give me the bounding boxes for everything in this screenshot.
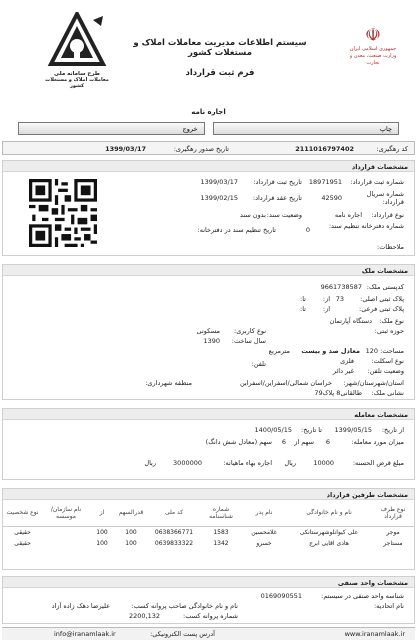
contract-type: اجاره نامه: [334, 211, 362, 219]
property-section-title: مشخصات ملک: [3, 265, 414, 276]
deposit-label: مبلغ قرض الحسنه:: [352, 459, 404, 467]
party-id-no: 1342: [213, 539, 229, 547]
zone-label: منطقه شهرداری:: [145, 379, 192, 387]
office-no-label: شماره دفترخانه تنظیم سند:: [328, 222, 404, 230]
tracking-bar: [2, 141, 415, 155]
address-label: نشانی ملک:: [371, 389, 404, 397]
sign-date: 1399/02/15: [200, 194, 238, 202]
party-person-type: حقیقی: [14, 528, 31, 536]
system-title: سیستم اطلاعات مدیریت معاملات املاک و مستغلات کشور: [133, 38, 307, 58]
skeleton: فلزی: [340, 357, 354, 365]
share-label: میزان مورد معامله:: [351, 438, 404, 446]
party-person-type: حقیقی: [14, 539, 31, 547]
col-person-type: نوع شخصیت: [6, 509, 39, 517]
party-national-code: 0638366771: [154, 528, 194, 536]
office-no: 0: [305, 226, 310, 234]
city: خراسان شمالی/اسفراین/اسفراین: [239, 379, 332, 387]
serial-label: شماره سریال قرارداد:: [366, 190, 404, 206]
party-organization: [42, 538, 90, 549]
tracking-date: 1399/03/17: [105, 145, 146, 153]
col-organization: نام سازمان/موسسه: [50, 505, 82, 520]
main-plate-from-label: از:: [322, 295, 330, 303]
government-emblem: [343, 26, 403, 67]
monthly-label: اجاره بهاء ماهیانه:: [223, 459, 272, 467]
reg-no: 18971951: [308, 178, 342, 186]
house-logo-icon: [45, 12, 109, 70]
deal-from-label: از تاریخ:: [381, 426, 404, 434]
sign-date-label: تاریخ عقد قرارداد:: [252, 194, 302, 202]
property-type-label: نوع ملک:: [379, 317, 404, 325]
party-type: موجر: [386, 528, 400, 536]
form-header: [0, 0, 417, 105]
share-total: 6: [281, 438, 286, 446]
usage-label: نوع کاربری:: [234, 327, 266, 335]
skeleton-label: نوع اسکلت:: [371, 357, 404, 365]
deal-to-label: تا تاریخ:: [301, 426, 322, 434]
phone-status: غیر دائر: [332, 367, 354, 375]
table-row: [3, 538, 414, 549]
monthly: 3000000: [173, 459, 202, 467]
form-subtitle: فرم ثبت قرارداد: [185, 68, 255, 78]
reg-date: 1399/03/17: [200, 178, 238, 186]
party-share: 100: [125, 539, 137, 547]
property-section: [2, 264, 415, 400]
exit-button[interactable]: خروج: [18, 122, 205, 135]
sub-plate-label: پلاک ثبتی فرعی:: [359, 305, 404, 313]
size: 120: [365, 347, 378, 355]
col-father-name: نام پدر: [255, 509, 273, 517]
parties-table: [3, 500, 414, 549]
phone-label: تلفن:: [251, 360, 266, 368]
qr-code-icon: [29, 179, 97, 247]
contract-type-label: نوع قرارداد:: [371, 211, 404, 219]
reg-no-label: شماره ثبت قرارداد:: [350, 178, 404, 186]
contract-section-title: مشخصات قرارداد: [3, 161, 414, 172]
phone-status-label: وضعیت تلفن:: [367, 367, 404, 375]
postal-label: کدپستی ملک:: [366, 283, 404, 291]
registry-area-label: حوزه ثبتی:: [374, 327, 404, 335]
license-label: شماره پروانه کسب:: [183, 612, 238, 620]
main-plate-to-label: تا:: [300, 295, 306, 303]
agency-id: 0169090551: [260, 592, 302, 600]
footer-site: www.iranamlaak.ir: [344, 630, 405, 638]
party-name: علی کیوانلوشهرستانکی: [299, 528, 359, 536]
monthly-currency: ریال: [144, 459, 156, 467]
col-of: از: [99, 509, 105, 517]
logo-line-1: طرح سامانه ملی: [54, 71, 100, 77]
col-full-name: نام و نام خانوادگی: [306, 509, 352, 517]
document-type: اجاره نامه: [191, 108, 226, 116]
footer-email-label: آدرس پست الکترونیکی:: [150, 630, 215, 638]
party-share: 100: [125, 528, 137, 536]
party-organization: [42, 526, 90, 538]
tracking-date-label: تاریخ صدور رهگیری:: [173, 145, 229, 153]
party-name: هادی اقایی ابرج: [309, 539, 349, 547]
agency-id-label: شناسه واحد صنفی در سیستم:: [321, 592, 404, 600]
party-father: خسرو: [256, 539, 272, 547]
size-label: مساحت:: [380, 347, 404, 355]
party-of: 100: [96, 539, 108, 547]
party-father: غلامحسین: [251, 528, 277, 536]
serial: 42590: [321, 194, 342, 202]
tracking-code-label: کد رهگیری:: [376, 145, 408, 153]
owner: علیرضا دهک زاده آزاد: [51, 602, 110, 610]
built-year: 1390: [203, 337, 220, 345]
iran-emblem-icon: ☫: [364, 25, 382, 46]
address: طالقانی8 پلاک79: [314, 389, 362, 397]
contract-section: [2, 160, 415, 256]
parties-section: [2, 488, 415, 570]
col-id-no: شماره شناسنامه: [209, 505, 233, 520]
share-unit: سهم از: [294, 438, 314, 446]
parties-section-title: مشخصات طرفین قرارداد: [3, 489, 414, 500]
col-share: قدرالسهم: [118, 509, 144, 517]
share: 6: [325, 438, 330, 446]
table-row: [3, 526, 414, 538]
deal-from-date: 1399/05/15: [334, 426, 372, 434]
deposit: 10000: [313, 459, 334, 467]
postal: 9661738587: [320, 283, 362, 291]
share-text: سهم (معادل شش دانگ): [205, 438, 272, 446]
sub-plate-from-label: از:: [322, 305, 330, 313]
deposit-currency: ریال: [284, 459, 296, 467]
deal-to-date: 1400/05/15: [254, 426, 292, 434]
parties-header-row: [3, 500, 414, 526]
doc-status: بدون سند: [239, 211, 266, 219]
agency-section-title: مشخصات واحد صنفی: [3, 577, 414, 588]
main-plate-label: پلاک ثبتی اصلی:: [360, 295, 404, 303]
logo-line-2: معاملات املاک و مستغلات کشور: [45, 77, 109, 89]
system-logo: [42, 12, 112, 94]
print-button[interactable]: چاپ: [213, 122, 400, 135]
party-of: 100: [96, 528, 108, 536]
party-national-code: 0639833322: [154, 539, 194, 547]
owner-label: نام و نام خانوادگی صاحب پروانه کسب:: [131, 602, 238, 610]
agency-section: [2, 576, 415, 624]
size-unit: مترمربع: [268, 347, 290, 355]
deal-section-title: مشخصات معامله: [3, 409, 414, 420]
size-text: معادل صد و بیست: [301, 347, 360, 355]
deal-section: [2, 408, 415, 480]
property-type: دستگاه آپارتمان: [329, 317, 372, 325]
emblem-line-1: جمهوری اسلامی ایران: [349, 46, 397, 52]
footer-email: info@iranamlaak.ir: [54, 630, 116, 638]
sub-plate-to-label: تا:: [300, 305, 306, 313]
reg-date-label: تاریخ ثبت قرارداد:: [253, 178, 302, 186]
tracking-code: 2111016797402: [295, 145, 354, 153]
action-bar: [18, 122, 399, 136]
page-footer: [2, 627, 415, 640]
col-party-type: نوع طرف قرارداد: [380, 505, 406, 520]
party-type: مستاجر: [383, 539, 403, 547]
union-label: نام اتحادیه:: [373, 602, 404, 610]
main-plate-from: 73: [335, 295, 344, 303]
license: 2200,132: [128, 612, 160, 620]
usage: مسکونی: [196, 327, 220, 335]
party-id-no: 1583: [213, 528, 229, 536]
notes-label: ملاحظات:: [377, 243, 404, 251]
emblem-line-2: وزارت صنعت، معدن و تجارت: [349, 53, 397, 66]
built-year-label: سال ساخت:: [231, 337, 266, 345]
office-date-label: تاریخ تنظیم سند در دفترخانه:: [197, 226, 276, 234]
doc-status-label: وضعیت سند:: [266, 211, 302, 219]
city-label: استان/شهرستان/شهر:: [343, 379, 404, 387]
col-national-code: کد ملی: [164, 509, 184, 517]
